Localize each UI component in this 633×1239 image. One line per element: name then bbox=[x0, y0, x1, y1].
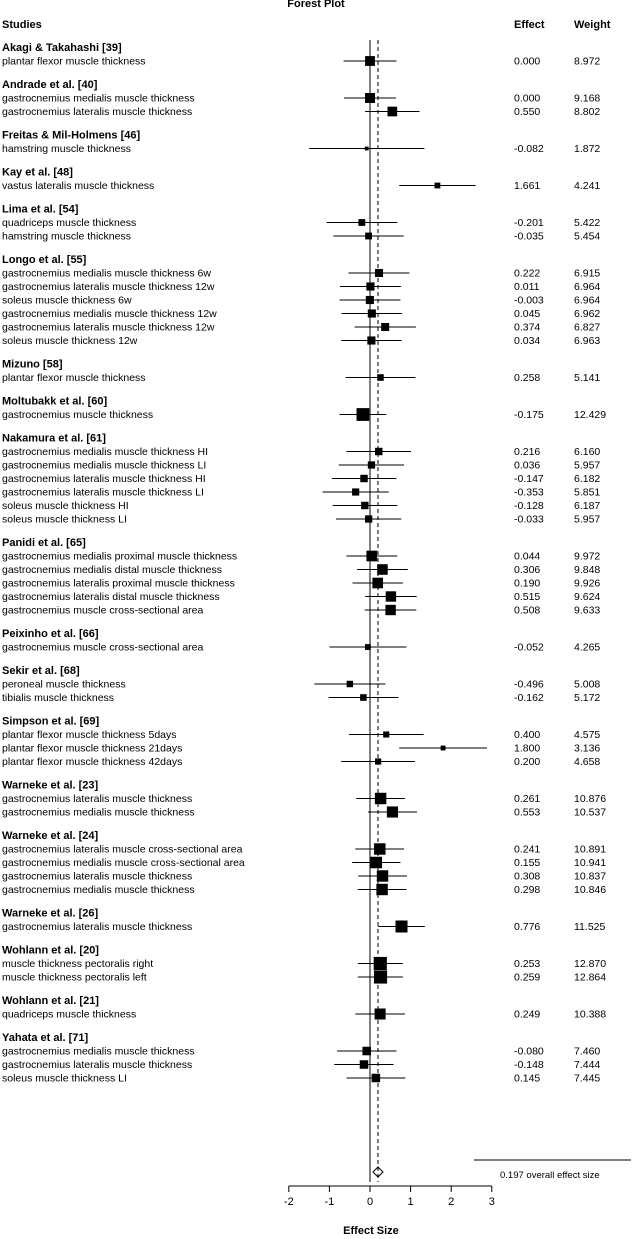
effect-value: 0.036 bbox=[514, 459, 541, 472]
effect-value: 0.044 bbox=[514, 550, 541, 563]
weight-value: 9.633 bbox=[574, 604, 601, 617]
effect-point bbox=[375, 793, 386, 804]
effect-value: -0.496 bbox=[514, 678, 544, 691]
effect-point bbox=[377, 564, 388, 575]
effect-value: 0.145 bbox=[514, 1072, 541, 1085]
study-name: Warneke et al. [24] bbox=[2, 830, 99, 842]
effect-point bbox=[386, 591, 396, 601]
effect-value: -0.128 bbox=[514, 500, 544, 512]
outcome-label: gastrocnemius lateralis muscle thickness 12w bbox=[2, 321, 215, 334]
weight-value: 5.851 bbox=[574, 486, 601, 499]
weight-value: 10.876 bbox=[574, 793, 607, 805]
effect-value: -0.162 bbox=[514, 692, 544, 704]
study-group bbox=[2, 908, 605, 934]
effect-value: -0.148 bbox=[514, 1059, 544, 1071]
weight-value: 3.136 bbox=[574, 742, 601, 755]
effect-point bbox=[374, 957, 387, 970]
effect-point bbox=[360, 1060, 369, 1069]
outcome-label: gastrocnemius lateralis muscle thickness bbox=[2, 793, 193, 805]
study-group bbox=[2, 716, 600, 769]
outcome-label: gastrocnemius muscle cross-sectional area bbox=[2, 604, 204, 617]
outcome-label: gastrocnemius lateralis muscle thickness bbox=[2, 1059, 193, 1071]
study-group bbox=[2, 780, 606, 819]
outcome-label: gastrocnemius lateralis muscle cross-sectional area bbox=[2, 843, 243, 856]
effect-point bbox=[365, 147, 369, 151]
outcome-label: soleus muscle thickness 12w bbox=[2, 335, 138, 347]
effect-value: 0.515 bbox=[514, 591, 541, 603]
effect-point bbox=[365, 515, 372, 522]
study-group bbox=[2, 995, 606, 1021]
study-name: Wohlann et al. [21] bbox=[2, 995, 99, 1007]
outcome-label: gastrocnemius lateralis muscle thickness bbox=[2, 921, 193, 933]
effect-value: -0.080 bbox=[514, 1045, 544, 1058]
weight-value: 6.963 bbox=[574, 335, 601, 347]
effect-value: 0.190 bbox=[514, 577, 541, 590]
outcome-label: plantar flexor muscle thickness bbox=[2, 372, 146, 384]
effect-value: 0.045 bbox=[514, 308, 541, 320]
study-name: Simpson et al. [69] bbox=[2, 715, 100, 728]
effect-point bbox=[365, 233, 372, 240]
weight-value: 6.182 bbox=[574, 473, 601, 485]
effect-value: 0.011 bbox=[514, 281, 540, 293]
study-name: Akagi & Takahashi [39] bbox=[2, 42, 122, 54]
effect-point bbox=[360, 475, 367, 482]
outcome-label: gastrocnemius muscle cross-sectional area bbox=[2, 641, 204, 654]
forest-rows bbox=[2, 42, 631, 1181]
study-name: Kay et al. [48] bbox=[2, 166, 73, 179]
weight-value: 4.265 bbox=[574, 641, 601, 654]
outcome-label: plantar flexor muscle thickness 5days bbox=[2, 729, 177, 741]
effect-value: 0.216 bbox=[514, 446, 541, 458]
effect-value: 0.776 bbox=[514, 921, 541, 933]
study-group bbox=[2, 396, 606, 422]
weight-value: 5.008 bbox=[574, 678, 601, 691]
effect-point bbox=[361, 502, 368, 509]
outcome-label: gastrocnemius medialis muscle thickness 12w bbox=[2, 308, 217, 320]
weight-column-header: Weight bbox=[574, 19, 611, 31]
study-group bbox=[2, 537, 600, 617]
effect-value: 0.306 bbox=[514, 564, 541, 576]
x-tick-label: -2 bbox=[283, 1196, 294, 1208]
effect-point bbox=[375, 269, 383, 277]
effect-value: 0.249 bbox=[514, 1008, 541, 1021]
effect-point bbox=[352, 488, 359, 495]
study-name: Freitas & Mil-Holmens [46] bbox=[2, 129, 141, 142]
effect-value: -0.353 bbox=[514, 486, 544, 499]
x-axis-label: Effect Size bbox=[343, 1225, 399, 1237]
weight-value: 5.172 bbox=[574, 692, 601, 704]
effect-point bbox=[368, 461, 375, 468]
effect-value: 0.034 bbox=[514, 335, 541, 347]
study-name: Mizuno [58] bbox=[2, 358, 63, 371]
weight-value: 10.837 bbox=[574, 870, 607, 883]
weight-value: 10.941 bbox=[574, 857, 607, 869]
weight-value: 8.972 bbox=[574, 55, 601, 68]
outcome-label: tibialis muscle thickness bbox=[2, 692, 115, 704]
outcome-label: soleus muscle thickness 6w bbox=[2, 294, 132, 307]
outcome-label: gastrocnemius medialis muscle thickness HI bbox=[2, 446, 208, 458]
weight-value: 9.168 bbox=[574, 92, 601, 105]
outcome-label: gastrocnemius muscle thickness bbox=[2, 409, 154, 421]
weight-value: 9.624 bbox=[574, 591, 601, 603]
effect-value: 0.553 bbox=[514, 806, 541, 819]
study-name: Warneke et al. [26] bbox=[2, 907, 99, 920]
weight-value: 5.957 bbox=[574, 513, 601, 526]
outcome-label: gastrocnemius lateralis muscle thickness bbox=[2, 106, 193, 118]
effect-point bbox=[372, 1074, 381, 1083]
effect-value: -0.201 bbox=[514, 217, 544, 229]
effect-value: 0.000 bbox=[514, 55, 541, 68]
weight-value: 5.957 bbox=[574, 459, 601, 472]
effect-point bbox=[368, 309, 376, 317]
weight-value: 12.864 bbox=[574, 971, 607, 984]
effect-point bbox=[366, 551, 377, 562]
effect-value: -0.033 bbox=[514, 513, 544, 526]
outcome-label: vastus lateralis muscle thickness bbox=[2, 180, 155, 192]
x-tick-label: 2 bbox=[448, 1196, 455, 1208]
study-group bbox=[2, 42, 600, 68]
outcome-label: gastrocnemius lateralis distal muscle thickness bbox=[2, 591, 220, 603]
study-name: Andrade et al. [40] bbox=[2, 79, 98, 91]
weight-value: 6.827 bbox=[574, 321, 601, 334]
study-name: Lima et al. [54] bbox=[2, 203, 79, 216]
study-group bbox=[2, 628, 600, 654]
outcome-label: soleus muscle thickness HI bbox=[2, 500, 129, 512]
effect-point bbox=[383, 731, 389, 737]
outcome-label: hamstring muscle thickness bbox=[2, 143, 131, 155]
weight-value: 6.962 bbox=[574, 308, 601, 320]
study-group bbox=[2, 1032, 600, 1085]
outcome-label: gastrocnemius lateralis proximal muscle thickness bbox=[2, 577, 235, 590]
weight-value: 9.926 bbox=[574, 577, 601, 590]
effect-value: 0.200 bbox=[514, 756, 541, 768]
study-group bbox=[2, 79, 600, 118]
weight-value: 12.870 bbox=[574, 958, 607, 970]
outcome-label: plantar flexor muscle thickness 42days bbox=[2, 756, 183, 768]
effect-point bbox=[374, 970, 387, 983]
effect-value: 0.222 bbox=[514, 267, 541, 280]
x-axis bbox=[284, 40, 495, 1208]
outcome-label: gastrocnemius medialis muscle thickness bbox=[2, 884, 195, 896]
outcome-label: gastrocnemius lateralis muscle thickness bbox=[2, 870, 193, 883]
study-group bbox=[2, 433, 600, 526]
weight-value: 10.891 bbox=[574, 843, 607, 856]
weight-value: 8.802 bbox=[574, 106, 601, 118]
weight-value: 4.241 bbox=[574, 180, 601, 192]
outcome-label: quadriceps muscle thickness bbox=[2, 1008, 137, 1021]
weight-value: 7.445 bbox=[574, 1072, 601, 1085]
study-name: Sekir et al. [68] bbox=[2, 665, 80, 677]
outcome-label: gastrocnemius medialis muscle thickness LI bbox=[2, 459, 207, 472]
effect-value: 1.661 bbox=[514, 180, 541, 192]
effect-value: 0.253 bbox=[514, 958, 541, 970]
weight-value: 6.160 bbox=[574, 446, 601, 458]
effect-value: 0.400 bbox=[514, 729, 541, 741]
outcome-label: gastrocnemius medialis muscle thickness bbox=[2, 92, 195, 105]
outcome-label: gastrocnemius lateralis muscle thickness 12w bbox=[2, 281, 215, 293]
effect-point bbox=[396, 921, 408, 933]
effect-value: -0.035 bbox=[514, 230, 544, 243]
weight-value: 9.848 bbox=[574, 564, 601, 576]
outcome-label: gastrocnemius medialis proximal muscle thickness bbox=[2, 550, 238, 563]
weight-value: 10.846 bbox=[574, 884, 607, 896]
study-group bbox=[2, 130, 600, 156]
effect-value: 0.261 bbox=[514, 793, 541, 805]
outcome-label: muscle thickness pectoralis left bbox=[2, 971, 147, 984]
effect-value: 0.508 bbox=[514, 604, 541, 617]
effect-point bbox=[357, 408, 370, 421]
weight-value: 4.658 bbox=[574, 756, 601, 768]
x-tick-label: 3 bbox=[488, 1196, 495, 1208]
study-name: Panidi et al. [65] bbox=[2, 537, 86, 549]
effect-point bbox=[435, 183, 441, 189]
x-tick-label: -1 bbox=[324, 1196, 335, 1208]
outcome-label: quadriceps muscle thickness bbox=[2, 217, 137, 229]
weight-value: 10.537 bbox=[574, 806, 607, 819]
weight-value: 9.972 bbox=[574, 550, 601, 563]
outcome-label: peroneal muscle thickness bbox=[2, 678, 126, 691]
effect-value: 0.241 bbox=[514, 843, 541, 856]
weight-value: 5.454 bbox=[574, 230, 601, 243]
weight-value: 6.964 bbox=[574, 281, 601, 293]
outcome-label: gastrocnemius medialis muscle thickness bbox=[2, 1045, 195, 1058]
studies-column-header: Studies bbox=[2, 19, 42, 31]
effect-point bbox=[358, 219, 365, 226]
chart-title: Forest Plot bbox=[287, 0, 345, 10]
effect-value: 0.550 bbox=[514, 106, 541, 118]
effect-point bbox=[371, 857, 382, 868]
effect-point bbox=[441, 746, 446, 751]
weight-value: 5.422 bbox=[574, 217, 601, 229]
effect-value: 1.800 bbox=[514, 742, 541, 755]
study-name: Moltubakk et al. [60] bbox=[2, 395, 108, 408]
outcome-label: muscle thickness pectoralis right bbox=[2, 958, 154, 970]
effect-point bbox=[347, 681, 353, 687]
weight-value: 12.429 bbox=[574, 409, 607, 421]
study-name: Warneke et al. [23] bbox=[2, 779, 99, 792]
outcome-label: plantar flexor muscle thickness bbox=[2, 55, 146, 68]
effect-value: 0.259 bbox=[514, 971, 541, 984]
weight-value: 6.964 bbox=[574, 294, 601, 307]
effect-point bbox=[385, 605, 395, 615]
x-tick-label: 0 bbox=[366, 1196, 374, 1208]
study-group bbox=[2, 665, 600, 704]
effect-point bbox=[377, 870, 388, 881]
outcome-label: hamstring muscle thickness bbox=[2, 230, 131, 243]
effect-point bbox=[387, 107, 397, 117]
effect-point bbox=[374, 843, 385, 854]
weight-value: 7.460 bbox=[574, 1045, 601, 1058]
effect-value: 0.000 bbox=[514, 92, 541, 105]
weight-value: 4.575 bbox=[574, 729, 601, 741]
study-group bbox=[2, 204, 600, 243]
weight-value: 6.187 bbox=[574, 500, 601, 512]
study-group bbox=[2, 830, 606, 896]
effect-value: 0.374 bbox=[514, 321, 541, 334]
effect-point bbox=[375, 448, 382, 455]
outcome-label: gastrocnemius medialis distal muscle thickness bbox=[2, 564, 223, 576]
study-group bbox=[2, 254, 600, 347]
outcome-label: gastrocnemius medialis muscle thickness bbox=[2, 806, 195, 819]
weight-value: 7.444 bbox=[574, 1059, 601, 1071]
study-name: Longo et al. [55] bbox=[2, 254, 87, 266]
outcome-label: soleus muscle thickness LI bbox=[2, 1072, 127, 1085]
study-group bbox=[2, 167, 600, 193]
effect-column-header: Effect bbox=[514, 19, 545, 31]
effect-value: -0.147 bbox=[514, 473, 544, 485]
study-name: Peixinho et al. [66] bbox=[2, 628, 99, 640]
weight-value: 6.915 bbox=[574, 267, 601, 280]
x-tick-label: 1 bbox=[407, 1196, 414, 1208]
effect-value: -0.082 bbox=[514, 143, 544, 155]
effect-value: 0.298 bbox=[514, 884, 541, 896]
overall-effect-label: 0.197 overall effect size bbox=[500, 1170, 600, 1181]
effect-value: 0.155 bbox=[514, 857, 541, 869]
outcome-label: gastrocnemius medialis muscle thickness 6w bbox=[2, 267, 211, 280]
effect-point bbox=[381, 323, 389, 331]
effect-point bbox=[367, 336, 375, 344]
effect-value: -0.175 bbox=[514, 409, 544, 421]
weight-value: 5.141 bbox=[574, 372, 601, 384]
outcome-label: gastrocnemius medialis muscle cross-sectional area bbox=[2, 857, 245, 869]
weight-value: 1.872 bbox=[574, 143, 601, 155]
effect-value: 0.258 bbox=[514, 372, 541, 384]
outcome-label: gastrocnemius lateralis muscle thickness HI bbox=[2, 473, 206, 485]
outcome-label: gastrocnemius lateralis muscle thickness LI bbox=[2, 486, 204, 499]
effect-point bbox=[360, 694, 367, 701]
effect-value: -0.052 bbox=[514, 641, 544, 654]
weight-value: 11.525 bbox=[574, 921, 606, 933]
study-name: Nakamura et al. [61] bbox=[2, 432, 106, 445]
outcome-label: plantar flexor muscle thickness 21days bbox=[2, 742, 183, 755]
study-group bbox=[2, 359, 600, 385]
effect-value: 0.308 bbox=[514, 870, 541, 883]
effect-value: -0.003 bbox=[514, 294, 544, 307]
outcome-label: soleus muscle thickness LI bbox=[2, 513, 127, 526]
effect-point bbox=[387, 806, 398, 817]
study-group bbox=[2, 945, 606, 984]
study-name: Wohlann et al. [20] bbox=[2, 944, 99, 957]
effect-point bbox=[375, 1008, 386, 1019]
study-name: Yahata et al. [71] bbox=[2, 1032, 89, 1044]
weight-value: 10.388 bbox=[574, 1008, 607, 1021]
